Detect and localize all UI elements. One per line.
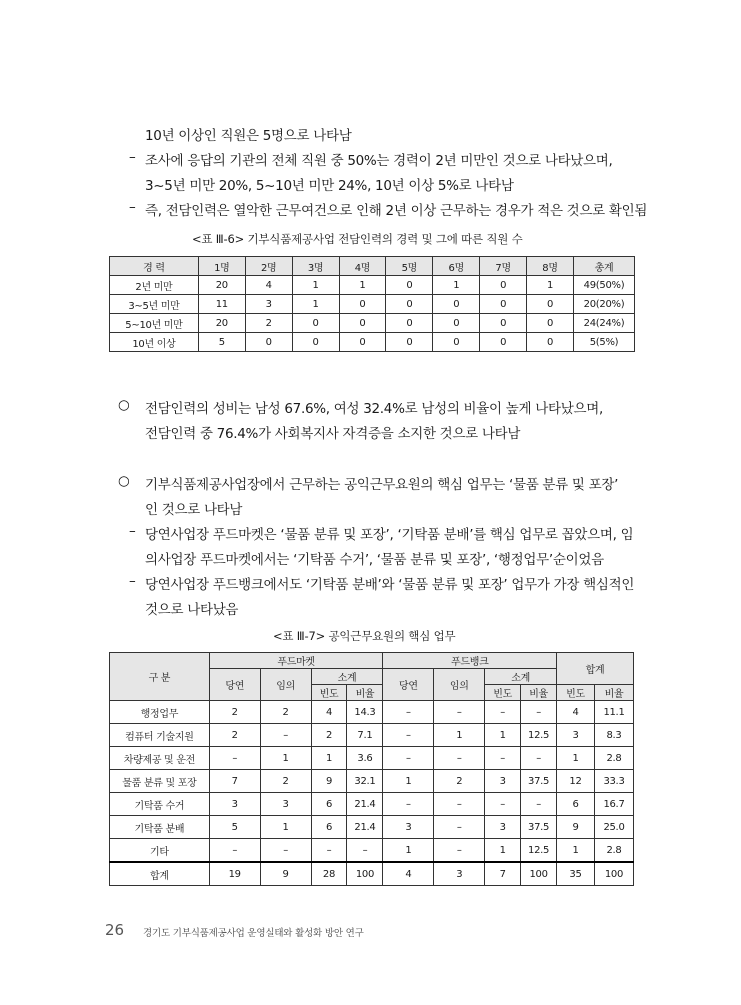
table-cell: 0 bbox=[386, 314, 433, 333]
table-cell: 5(5%) bbox=[573, 333, 634, 352]
paragraph-line: 기부식품제공사업장에서 근무하는 공익근무요원의 핵심 업무는 ‘물품 분류 및 포장’ bbox=[145, 477, 619, 493]
table-total-row bbox=[110, 862, 634, 886]
header-cell: 구 분 bbox=[110, 653, 210, 701]
table-cell: 2 bbox=[260, 701, 311, 724]
header-cell: 비율 bbox=[594, 685, 633, 701]
table-cell: 컴퓨터 기술지원 bbox=[110, 724, 210, 747]
header-cell: 빈도 bbox=[485, 685, 521, 701]
table-cell: 0 bbox=[339, 295, 386, 314]
table-cell: – bbox=[521, 701, 557, 724]
table-row bbox=[110, 276, 635, 295]
table-cell: 1 bbox=[383, 839, 434, 863]
header-cell: 임의 bbox=[260, 669, 311, 701]
table-cell: 1 bbox=[292, 295, 339, 314]
table-cell: – bbox=[383, 701, 434, 724]
paragraph-line: 조사에 응답의 기관의 전체 직원 중 50%는 경력이 2년 미만인 것으로 나타났으며, bbox=[145, 153, 613, 169]
table-cell: 1 bbox=[292, 276, 339, 295]
table-caption: <표 Ⅲ-6> 기부식품제공사업 전담인력의 경력 및 그에 따른 직원 수 bbox=[192, 232, 523, 246]
header-cell: 총계 bbox=[573, 257, 634, 276]
table-cell: 1 bbox=[260, 747, 311, 770]
table-cell: 20 bbox=[198, 276, 245, 295]
header-cell: 8명 bbox=[527, 257, 574, 276]
table-cell: 20(20%) bbox=[573, 295, 634, 314]
table-cell: 3 bbox=[557, 724, 595, 747]
table-cell: 7 bbox=[209, 770, 260, 793]
table-cell: 24(24%) bbox=[573, 314, 634, 333]
table-cell: 차량제공 및 운전 bbox=[110, 747, 210, 770]
header-cell: 비율 bbox=[347, 685, 383, 701]
table-row bbox=[110, 333, 635, 352]
header-cell: 경 력 bbox=[110, 257, 199, 276]
table-cell: – bbox=[521, 793, 557, 816]
paragraph-line: 당연사업장 푸드뱅크에서도 ‘기탁품 분배’와 ‘물품 분류 및 포장’ 업무가 가장 핵심적인 bbox=[145, 577, 635, 593]
table-cell: 0 bbox=[386, 333, 433, 352]
table-cell: 16.7 bbox=[594, 793, 633, 816]
header-cell: 1명 bbox=[198, 257, 245, 276]
table-row bbox=[110, 314, 635, 333]
table-cell: 3 bbox=[485, 816, 521, 839]
dash-bullet: – bbox=[129, 523, 136, 539]
table-cell: 20 bbox=[198, 314, 245, 333]
table-cell: 4 bbox=[311, 701, 347, 724]
table-cell: – bbox=[434, 701, 485, 724]
table-cell: 2년 미만 bbox=[110, 276, 199, 295]
table-cell: 1 bbox=[557, 747, 595, 770]
table-cell: 0 bbox=[433, 333, 480, 352]
table-cell: 1 bbox=[260, 816, 311, 839]
table-cell: 2 bbox=[434, 770, 485, 793]
table-cell: 0 bbox=[339, 333, 386, 352]
table-cell: 37.5 bbox=[521, 770, 557, 793]
table-cell: 0 bbox=[480, 314, 527, 333]
table-header-row bbox=[110, 653, 634, 669]
table-cell: – bbox=[434, 747, 485, 770]
dash-bullet: – bbox=[129, 149, 136, 165]
table-cell: 100 bbox=[347, 862, 383, 886]
circle-bullet: ○ bbox=[118, 473, 130, 489]
table-cell: 4 bbox=[383, 862, 434, 886]
table-cell: 3 bbox=[383, 816, 434, 839]
table-cell: 0 bbox=[480, 276, 527, 295]
paragraph-line: 10년 이상인 직원은 5명으로 나타남 bbox=[145, 128, 352, 144]
table-cell: 0 bbox=[527, 314, 574, 333]
running-title: 경기도 기부식품제공사업 운영실태와 활성화 방안 연구 bbox=[143, 928, 364, 939]
table-cell: – bbox=[485, 701, 521, 724]
table-cell: 기타 bbox=[110, 839, 210, 863]
table-cell: 5 bbox=[209, 816, 260, 839]
table-cell: 49(50%) bbox=[573, 276, 634, 295]
header-cell: 푸드마켓 bbox=[209, 653, 383, 669]
header-cell: 5명 bbox=[386, 257, 433, 276]
paragraph-line: 전담인력의 성비는 남성 67.6%, 여성 32.4%로 남성의 비율이 높게 나타났으며, bbox=[145, 401, 603, 417]
table-cell: – bbox=[521, 747, 557, 770]
table-cell: 6 bbox=[557, 793, 595, 816]
table-cell: 0 bbox=[292, 333, 339, 352]
table-cell: 3 bbox=[485, 770, 521, 793]
paragraph-line: 의사업장 푸드마켓에서는 ‘기탁품 수거’, ‘물품 분류 및 포장’, ‘행정업무’순이었음 bbox=[145, 552, 604, 568]
paragraph-line: 것으로 나타났음 bbox=[145, 602, 239, 618]
table-cell: 기탁품 분배 bbox=[110, 816, 210, 839]
header-cell: 비율 bbox=[521, 685, 557, 701]
table-cell: 0 bbox=[527, 333, 574, 352]
table-cell: – bbox=[311, 839, 347, 863]
table-cell: 2 bbox=[245, 314, 292, 333]
table-cell: 0 bbox=[386, 295, 433, 314]
table-cell: – bbox=[383, 793, 434, 816]
table-cell: 2 bbox=[209, 701, 260, 724]
table-cell: 5~10년 미만 bbox=[110, 314, 199, 333]
table-cell: 0 bbox=[433, 295, 480, 314]
table-cell: 3.6 bbox=[347, 747, 383, 770]
table-cell: – bbox=[209, 747, 260, 770]
table-cell: 1 bbox=[434, 724, 485, 747]
table-cell: 0 bbox=[245, 333, 292, 352]
table-cell: 6 bbox=[311, 816, 347, 839]
table-row bbox=[110, 701, 634, 724]
table-cell: 4 bbox=[557, 701, 595, 724]
table-cell: 9 bbox=[557, 816, 595, 839]
header-cell: 빈도 bbox=[311, 685, 347, 701]
table-cell: 11 bbox=[198, 295, 245, 314]
table-cell: 10년 이상 bbox=[110, 333, 199, 352]
table-cell: 0 bbox=[527, 295, 574, 314]
table-cell: 9 bbox=[260, 862, 311, 886]
table-cell: 행정업무 bbox=[110, 701, 210, 724]
table-cell: 6 bbox=[311, 793, 347, 816]
table-cell: – bbox=[383, 724, 434, 747]
table-cell: 3 bbox=[245, 295, 292, 314]
table-cell: 14.3 bbox=[347, 701, 383, 724]
header-cell: 빈도 bbox=[557, 685, 595, 701]
table-cell: 37.5 bbox=[521, 816, 557, 839]
table-cell: 8.3 bbox=[594, 724, 633, 747]
table-cell: 28 bbox=[311, 862, 347, 886]
table-row bbox=[110, 770, 634, 793]
header-cell: 임의 bbox=[434, 669, 485, 701]
table-cell: 0 bbox=[480, 333, 527, 352]
header-cell: 소계 bbox=[485, 669, 557, 685]
table-cell: – bbox=[347, 839, 383, 863]
table-header-row bbox=[110, 257, 635, 276]
table-row bbox=[110, 839, 634, 863]
table-cell: 0 bbox=[480, 295, 527, 314]
table-cell: 32.1 bbox=[347, 770, 383, 793]
page-number: 26 bbox=[105, 921, 125, 939]
table-cell: 1 bbox=[485, 724, 521, 747]
career-table bbox=[109, 256, 635, 352]
table-cell: 3~5년 미만 bbox=[110, 295, 199, 314]
table-cell: 2.8 bbox=[594, 747, 633, 770]
table-cell: 0 bbox=[339, 314, 386, 333]
table-cell: 3 bbox=[260, 793, 311, 816]
table-cell: 2 bbox=[311, 724, 347, 747]
table-cell: 1 bbox=[311, 747, 347, 770]
table-cell: – bbox=[209, 839, 260, 863]
header-cell: 4명 bbox=[339, 257, 386, 276]
table-row bbox=[110, 295, 635, 314]
table-row bbox=[110, 816, 634, 839]
table-cell: – bbox=[485, 747, 521, 770]
table-cell: – bbox=[260, 724, 311, 747]
table-cell: 35 bbox=[557, 862, 595, 886]
table-row bbox=[110, 747, 634, 770]
table-cell: 12.5 bbox=[521, 839, 557, 863]
table-cell: 3 bbox=[434, 862, 485, 886]
table-row bbox=[110, 793, 634, 816]
table-cell: 7 bbox=[485, 862, 521, 886]
header-cell: 6명 bbox=[433, 257, 480, 276]
paragraph-line: 당연사업장 푸드마켓은 ‘물품 분류 및 포장’, ‘기탁품 분배’를 핵심 업무로 꼽았으며, 임 bbox=[145, 527, 634, 543]
table-cell: 100 bbox=[594, 862, 633, 886]
table-cell: 0 bbox=[433, 314, 480, 333]
header-cell: 7명 bbox=[480, 257, 527, 276]
table-cell: 1 bbox=[527, 276, 574, 295]
table-cell: 기탁품 수거 bbox=[110, 793, 210, 816]
table-cell: 3 bbox=[209, 793, 260, 816]
table-cell: 0 bbox=[386, 276, 433, 295]
table-cell: – bbox=[434, 816, 485, 839]
table-cell: 1 bbox=[383, 770, 434, 793]
table-cell: 9 bbox=[311, 770, 347, 793]
table-cell: 1 bbox=[557, 839, 595, 863]
header-cell: 푸드뱅크 bbox=[383, 653, 557, 669]
table-cell: – bbox=[485, 793, 521, 816]
header-cell: 합계 bbox=[557, 653, 634, 685]
paragraph-line: 3~5년 미만 20%, 5~10년 미만 24%, 10년 이상 5%로 나타남 bbox=[145, 178, 514, 194]
table-cell: 7.1 bbox=[347, 724, 383, 747]
table-cell: 물품 분류 및 포장 bbox=[110, 770, 210, 793]
table-cell: 4 bbox=[245, 276, 292, 295]
table-cell: – bbox=[260, 839, 311, 863]
dash-bullet: – bbox=[129, 573, 136, 589]
table-cell: 2 bbox=[209, 724, 260, 747]
table-cell: 합계 bbox=[110, 862, 210, 886]
table-row bbox=[110, 724, 634, 747]
table-cell: 0 bbox=[292, 314, 339, 333]
header-cell: 소계 bbox=[311, 669, 383, 685]
table-cell: 33.3 bbox=[594, 770, 633, 793]
duty-table bbox=[109, 652, 634, 886]
paragraph-line: 즉, 전담인력은 열악한 근무여건으로 인해 2년 이상 근무하는 경우가 적은 것으로 확인됨 bbox=[145, 203, 648, 219]
table-cell: – bbox=[383, 747, 434, 770]
table-cell: 100 bbox=[521, 862, 557, 886]
table-cell: 21.4 bbox=[347, 816, 383, 839]
header-cell: 2명 bbox=[245, 257, 292, 276]
table-cell: 19 bbox=[209, 862, 260, 886]
header-cell: 당연 bbox=[209, 669, 260, 701]
dash-bullet: – bbox=[129, 199, 136, 215]
paragraph-line: 전담인력 중 76.4%가 사회복지사 자격증을 소지한 것으로 나타남 bbox=[145, 426, 521, 442]
table-cell: 2 bbox=[260, 770, 311, 793]
table-cell: 2.8 bbox=[594, 839, 633, 863]
table-cell: – bbox=[434, 793, 485, 816]
paragraph-line: 인 것으로 나타남 bbox=[145, 502, 243, 518]
table-cell: – bbox=[434, 839, 485, 863]
header-cell: 3명 bbox=[292, 257, 339, 276]
table-caption: <표 Ⅲ-7> 공익근무요원의 핵심 업무 bbox=[273, 629, 456, 643]
circle-bullet: ○ bbox=[118, 397, 130, 413]
table-cell: 11.1 bbox=[594, 701, 633, 724]
table-cell: 25.0 bbox=[594, 816, 633, 839]
header-cell: 당연 bbox=[383, 669, 434, 701]
table-cell: 12 bbox=[557, 770, 595, 793]
table-cell: 1 bbox=[485, 839, 521, 863]
table-cell: 12.5 bbox=[521, 724, 557, 747]
table-cell: 1 bbox=[339, 276, 386, 295]
table-cell: 21.4 bbox=[347, 793, 383, 816]
table-cell: 5 bbox=[198, 333, 245, 352]
table-cell: 1 bbox=[433, 276, 480, 295]
